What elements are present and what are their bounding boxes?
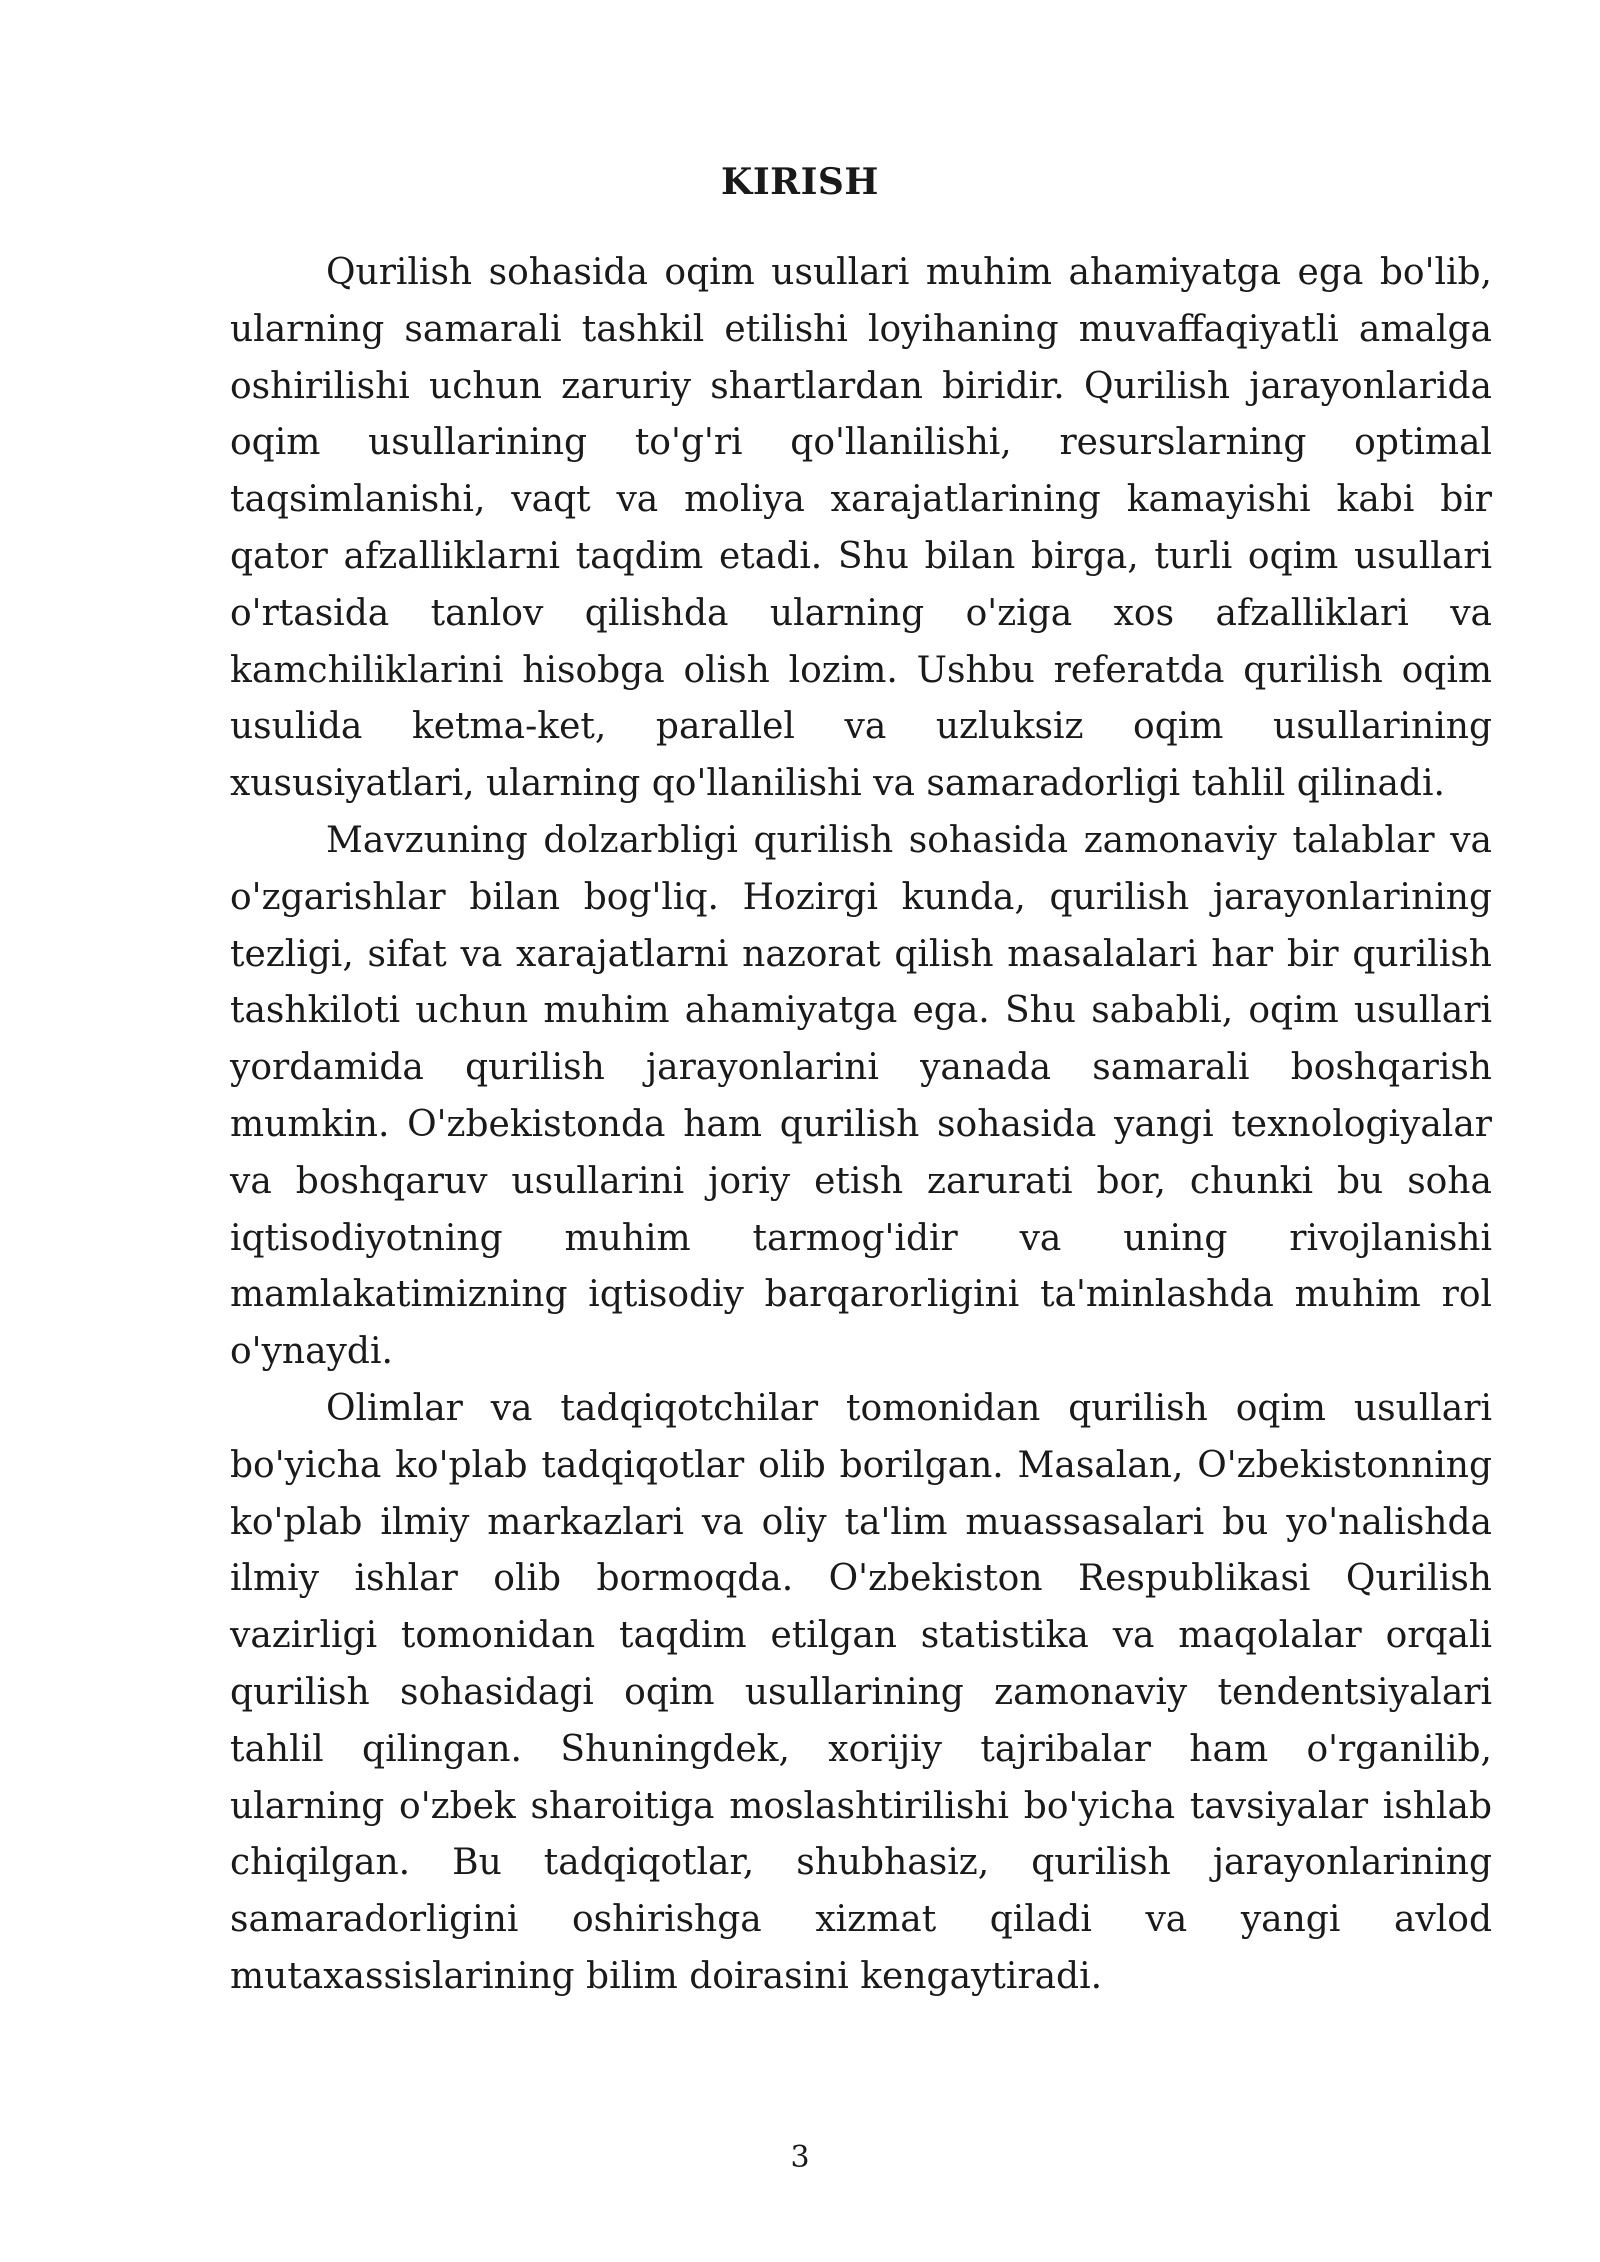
paragraph-research: Olimlar va tadqiqotchilar tomonidan qurilish oqim usullari bo'yicha ko'plab tadqiqotlar olib borilgan. Masalan, O'zbekistonning ko'plab ilmiy markazlari va oliy ta'lim muassasalari bu yo'nalishda ilmiy ishlar olib bormoqda. O'zbekiston Respublikasi Qurilish vazirligi tomonidan taqdim etilgan statistika va maqolalar orqali qurilish sohasidagi oqim usullarining zamonaviy tendentsiyalari tahlil qilingan. Shuningdek, xorijiy tajribalar ham o'rganilib, ularning o'zbek sharoitiga moslashtirilishi bo'yicha tavsiyalar ishlab chiqilgan. Bu tadqiqotlar, shubhasiz, qurilish jarayonlarining samaradorligini oshirishga xizmat qiladi va yangi avlod mutaxassislarining bilim doirasini kengaytiradi. [230, 1387, 1492, 1997]
paragraph-relevance: Mavzuning dolzarbligi qurilish sohasida zamonaviy talablar va o'zgarishlar bilan bog'liq. Hozirgi kunda, qurilish jarayonlarining tezligi, sifat va xarajatlarni nazorat qilish masalalari har bir qurilish tashkiloti uchun muhim ahamiyatga ega. Shu sababli, oqim usullari yordamida qurilish jarayonlarini yanada samarali boshqarish mumkin. O'zbekistonda ham qurilish sohasida yangi texnologiyalar va boshqaruv usullarini joriy etish zarurati bor, chunki bu soha iqtisodiyotning muhim tarmog'idir va uning rivojlanishi mamlakatimizning iqtisodiy barqarorligini ta'minlashda muhim rol o'ynaydi. [230, 819, 1492, 1373]
document-body [230, 245, 1492, 2006]
paragraph-intro: Qurilish sohasida oqim usullari muhim ahamiyatga ega bo'lib, ularning samarali tashkil etilishi loyihaning muvaffaqiyatli amalga oshirilishi uchun zaruriy shartlardan biridir. Qurilish jarayonlarida oqim usullarining to'g'ri qo'llanilishi, resurslarning optimal taqsimlanishi, vaqt va moliya xarajatlarining kamayishi kabi bir qator afzalliklarni taqdim etadi. Shu bilan birga, turli oqim usullari o'rtasida tanlov qilishda ularning o'ziga xos afzalliklari va kamchiliklarini hisobga olish lozim. Ushbu referatda qurilish oqim usulida ketma-ket, parallel va uzluksiz oqim usullarining xususiyatlari, ularning qo'llanilishi va samaradorligi tahlil qilinadi. [230, 252, 1492, 805]
page-title: KIRISH [721, 161, 879, 203]
page-number: 3 [790, 2140, 810, 2175]
